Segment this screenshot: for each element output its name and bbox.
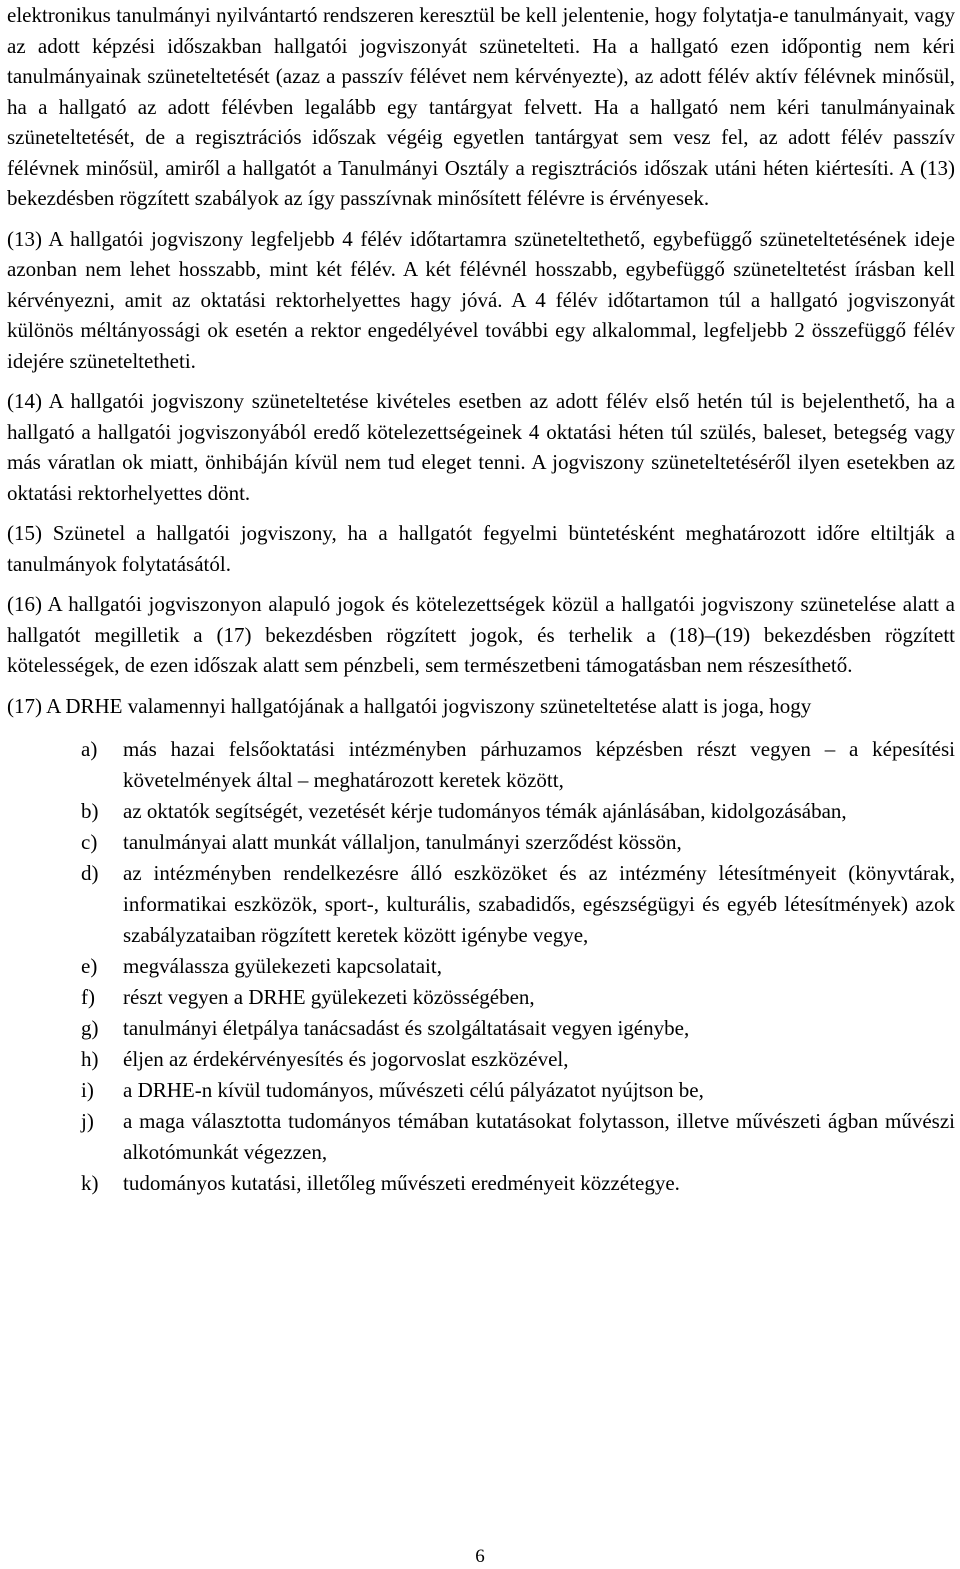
list-item-text: tanulmányi életpálya tanácsadást és szolgáltatásait vegyen igénybe, xyxy=(123,1016,690,1040)
list-item-marker: c) xyxy=(81,830,98,854)
list-item-marker: f) xyxy=(81,985,95,1009)
list-item-text: az oktatók segítségét, vezetését kérje tudományos témák ajánlásában, kidolgozásában, xyxy=(123,799,847,823)
list-item-text: megválassza gyülekezeti kapcsolatait, xyxy=(123,954,442,978)
list-item xyxy=(7,1168,955,1199)
list-item xyxy=(7,982,955,1013)
paragraph-13: (13) A hallgatói jogviszony legfeljebb 4 félév időtartamra szüneteltethető, egybefüggő szüneteltetésének ideje azonban nem lehet hosszabb, mint két félév. A két félévnél hosszabb, egybefüggő szüneteltetést írásban kell kérvényezni, amit az oktatási rektorhelyettes hagy jóvá. A 4 félév időtartamon túl a hallgató jogviszonyát különös méltányossági ok esetén a rektor engedélyével további egy alkalommal, legfeljebb 2 összefüggő félév idejére szüneteltetheti. xyxy=(7,226,955,373)
list-item-marker: b) xyxy=(81,799,99,823)
page-number: 6 xyxy=(475,1546,485,1567)
list-item-marker: h) xyxy=(81,1047,99,1071)
list-item-text: részt vegyen a DRHE gyülekezeti közösségében, xyxy=(123,985,535,1009)
list-item xyxy=(7,734,955,796)
list-item-text: az intézményben rendelkezésre álló eszközöket és az intézmény létesítményeit (könyvtárak, informatikai eszközök, sport-, kulturális, szabadidős, egészségügyi és egyéb létesítmények) azok szabályzataiban rögzített keretek között igénybe vegye, xyxy=(123,861,955,947)
paragraph-15: (15) Szünetel a hallgatói jogviszony, ha a hallgatót fegyelmi büntetésként meghatározott időre eltiltják a tanulmányok folytatásától. xyxy=(7,521,955,576)
list-item xyxy=(7,951,955,982)
list-item-marker: d) xyxy=(81,861,99,885)
rights-list xyxy=(7,734,955,1199)
list-item-text: tanulmányai alatt munkát vállaljon, tanulmányi szerződést kössön, xyxy=(123,830,682,854)
list-item xyxy=(7,1075,955,1106)
list-item-text: a DRHE-n kívül tudományos, művészeti célú pályázatot nyújtson be, xyxy=(123,1078,704,1102)
list-item-marker: e) xyxy=(81,954,98,978)
list-item-text: éljen az érdekérvényesítés és jogorvoslat eszközével, xyxy=(123,1047,569,1071)
list-item-text: tudományos kutatási, illetőleg művészeti eredményeit közzétegye. xyxy=(123,1171,680,1195)
paragraph-14: (14) A hallgatói jogviszony szüneteltetése kivételes esetben az adott félév első hetén túl is bejelenthető, ha a hallgató a hallgatói jogviszonyából eredő kötelezettségeinek 4 oktatási héten túl szülés, baleset, betegség vagy más váratlan ok miatt, önhibáján kívül nem tud eleget tenni. A jogviszony szüneteltetéséről ilyen esetekben az oktatási rektorhelyettes dönt. xyxy=(7,389,955,505)
list-item-text: más hazai felsőoktatási intézményben párhuzamos képzésben részt vegyen – a képesítési követelmények által – meghatározott keretek között, xyxy=(123,737,955,792)
list-item xyxy=(7,1013,955,1044)
list-item xyxy=(7,858,955,951)
list-item-text: a maga választotta tudományos témában kutatásokat folytasson, illetve művészeti ágban művészi alkotómunkát végezzen, xyxy=(123,1109,955,1164)
paragraph-intro: elektronikus tanulmányi nyilvántartó rendszeren keresztül be kell jelentenie, hogy folytatja-e tanulmányait, vagy az adott képzési időszakban hallgatói jogviszonyát szünetelteti. Ha a hallgató ezen időpontig nem kéri tanulmányainak szüneteltetését (azaz a passzív félévet nem kérvényezte), az adott félév aktív félévnek minősül, ha a hallgató az adott félévben legalább egy tantárgyat felvett. Ha a hallgató nem kéri tanulmányainak szüneteltetését, de a regisztrációs időszak végéig egyetlen tantárgyat sem vesz fel, az adott félév passzív félévnek minősül, amiről a hallgatót a Tanulmányi Osztály a regisztrációs időszak utáni héten kiértesíti. A (13) bekezdésben rögzített szabályok az így passzívnak minősített félévre is érvényesek. xyxy=(7,3,955,210)
list-item xyxy=(7,1044,955,1075)
list-item xyxy=(7,827,955,858)
list-item-marker: g) xyxy=(81,1016,99,1040)
list-item xyxy=(7,796,955,827)
paragraph-16: (16) A hallgatói jogviszonyon alapuló jogok és kötelezettségek közül a hallgatói jogviszony szünetelése alatt a hallgatót megilletik a (17) bekezdésben rögzített jogok, és terhelik a (18)–(19) bekezdésben rögzített kötelességek, de ezen időszak alatt sem pénzbeli, sem természetbeni támogatásban nem részesíthető. xyxy=(7,592,955,677)
list-item-marker: j) xyxy=(81,1109,94,1133)
list-item-marker: a) xyxy=(81,737,98,761)
list-item-marker: i) xyxy=(81,1078,94,1102)
paragraph-17: (17) A DRHE valamennyi hallgatójának a hallgatói jogviszony szüneteltetése alatt is joga, hogy xyxy=(7,693,812,718)
document-page xyxy=(7,0,955,1199)
list-item-marker: k) xyxy=(81,1171,99,1195)
list-item xyxy=(7,1106,955,1168)
